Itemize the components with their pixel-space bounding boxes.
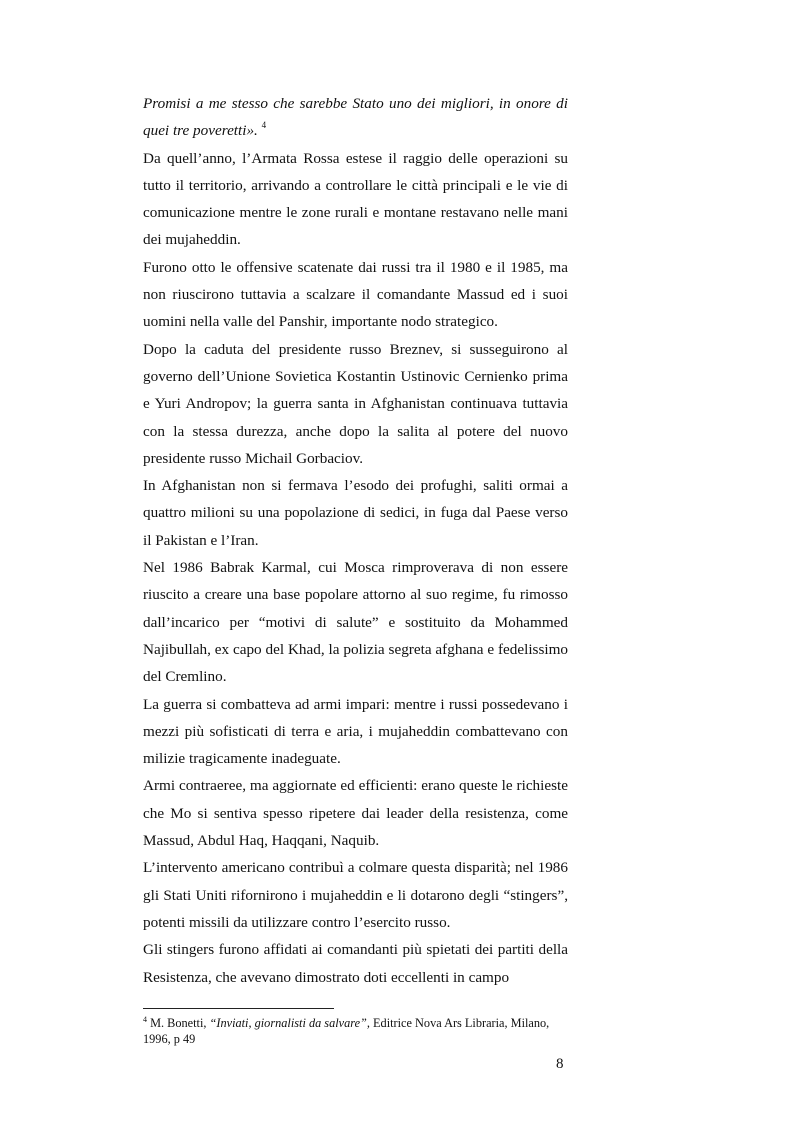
paragraph-8: L’intervento americano contribuì a colmare questa disparità; nel 1986 gli Stati Uniti rifornirono i mujaheddin e li dotarono degli “stingers”, potenti missili da utilizzare contro l’esercito russo. — [143, 859, 568, 931]
paragraph-6: La guerra si combatteva ad armi impari: mentre i russi possedevano i mezzi più sofisticati di terra e aria, i mujaheddin combattevano con milizie tragicamente inadeguate. — [143, 695, 568, 768]
footnote-title: “Inviati, giornalisti da salvare”, — [209, 1016, 370, 1030]
footnote-separator — [143, 1008, 334, 1009]
page-number: 8 — [556, 1056, 564, 1072]
page-body — [143, 90, 568, 991]
footnote-number: 4 — [143, 1015, 147, 1024]
footnote — [143, 1015, 568, 1047]
paragraph-2: Furono otto le offensive scatenate dai russi tra il 1980 e il 1985, ma non riuscirono tuttavia a scalzare il comandante Massud ed i suoi uomini nella valle del Panshir, importante nodo strategico. — [143, 258, 568, 331]
paragraph-9: Gli stingers furono affidati ai comandanti più spietati dei partiti della Resistenza, che avevano dimostrato doti eccellenti in campo — [143, 941, 568, 986]
paragraph-4: In Afghanistan non si fermava l’esodo dei profughi, saliti ormai a quattro milioni su una popolazione di sedici, in fuga dal Paese verso il Pakistan e l’Iran. — [143, 477, 568, 549]
paragraph-3: Dopo la caduta del presidente russo Breznev, si susseguirono al governo dell’Unione Sovietica Kostantin Ustinovic Cernienko prima e Yuri Andropov; la guerra santa in Afghanistan continuava tuttavia con la stessa durezza, anche dopo la salita al potere del nuovo presidente russo Michail Gorbaciov. — [143, 340, 568, 467]
paragraph-7: Armi contraeree, ma aggiornate ed efficienti: erano queste le richieste che Mo si sentiva spesso ripetere dai leader della resistenza, come Massud, Abdul Haq, Haqqani, Naquib. — [143, 777, 568, 850]
footnote-details: Editrice Nova Ars Libraria, Milano, 1996, p 49 — [143, 1016, 550, 1047]
footnote-author: M. Bonetti, — [150, 1016, 207, 1030]
paragraph-1: Da quell’anno, l’Armata Rossa estese il raggio delle operazioni su tutto il territorio, arrivando a controllare le città principali e le vie di comunicazione mentre le zone rurali e montane restavano nelle mani dei mujaheddin. — [143, 149, 568, 249]
paragraph-5: Nel 1986 Babrak Karmal, cui Mosca rimproverava di non essere riuscito a creare una base popolare attorno al suo regime, fu rimosso dall’incarico per “motivi di salute” e sostituito da Mohammed Najibullah, ex capo del Khad, la polizia segreta afghana e fedelissimo del Cremlino. — [143, 559, 568, 686]
footnote-reference: 4 — [261, 120, 267, 131]
quote-text: Promisi a me stesso che sarebbe Stato uno dei migliori, in onore di quei tre poveretti». — [143, 95, 568, 140]
quote-paragraph — [143, 90, 568, 145]
